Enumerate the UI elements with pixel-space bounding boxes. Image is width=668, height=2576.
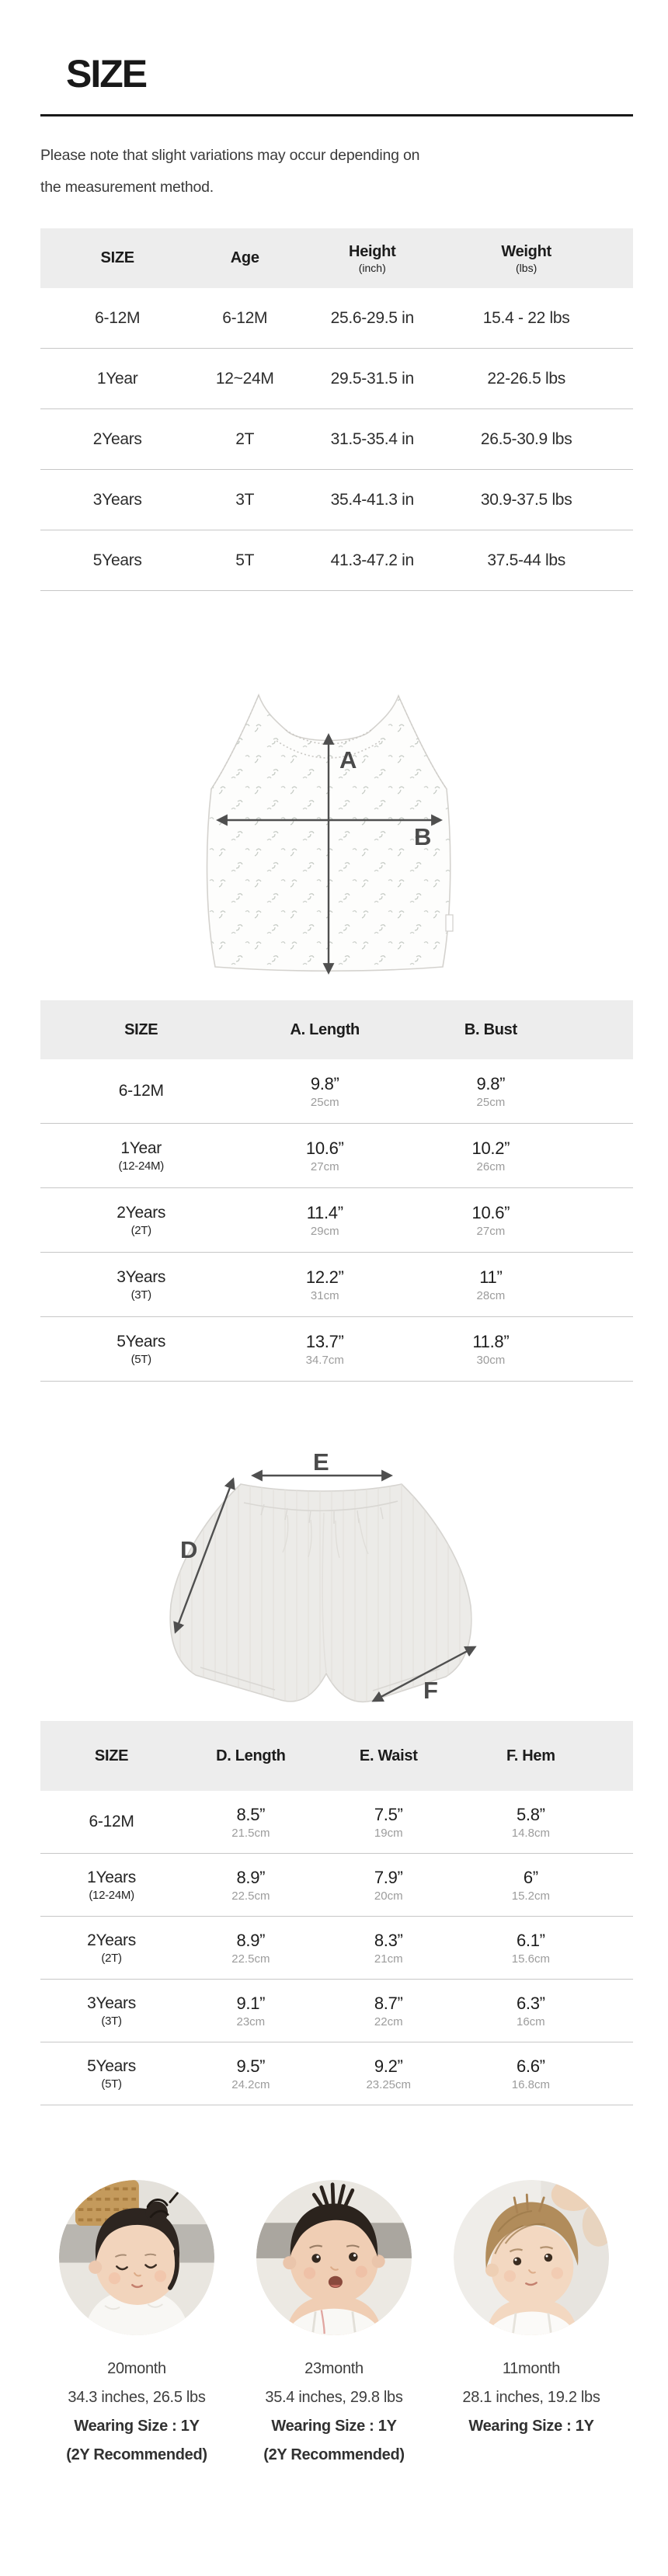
measure-label-b: B [414, 823, 432, 850]
size-sublabel: (3T) [101, 2014, 122, 2028]
baby-photo-3 [454, 2180, 609, 2335]
model-body-stats: 34.3 inches, 26.5 lbs [68, 2389, 206, 2406]
value-cm: 20cm [374, 1889, 403, 1903]
cell-hem [458, 1980, 604, 2042]
model-age: 11month [502, 2360, 561, 2377]
value-cm: 21cm [374, 1952, 403, 1966]
cell-size [40, 1124, 242, 1188]
table-header-row [40, 1000, 633, 1059]
top-measurement-table [40, 1000, 633, 1382]
spacer-cell [604, 1917, 633, 1980]
cell-age: 12~24M [194, 349, 295, 409]
shorts-measurement-table [40, 1721, 633, 2105]
size-sublabel: (12-24M) [118, 1159, 164, 1173]
value-cm: 23.25cm [366, 2077, 412, 2091]
size-sublabel: (2T) [101, 1951, 122, 1965]
baby-photo-2 [256, 2180, 412, 2335]
spacer-cell [604, 349, 633, 409]
size-label: 3Years [117, 1267, 166, 1286]
table-header-row [40, 228, 633, 288]
value-cm: 19cm [374, 1826, 403, 1840]
spacer-cell [574, 1188, 633, 1253]
value-cm: 25cm [476, 1095, 506, 1109]
value-cm: 21.5cm [231, 1826, 270, 1840]
value-cm: 16.8cm [511, 2077, 550, 2091]
cell-bust [408, 1317, 574, 1382]
size-label: 5Years [117, 1332, 166, 1351]
model-photo [256, 2180, 412, 2335]
value-cm: 27cm [310, 1159, 339, 1173]
model-caption [433, 2355, 630, 2441]
fit-models-section [0, 2180, 668, 2470]
cell-size: 2Years [40, 409, 194, 470]
header-cell-size [40, 228, 194, 288]
spacer-cell [604, 1721, 633, 1791]
cell-waist [319, 1791, 458, 1854]
cell-height: 31.5-35.4 in [295, 409, 449, 470]
cell-length [242, 1317, 408, 1382]
cell-size [40, 1980, 183, 2042]
value-cm: 15.2cm [511, 1889, 550, 1903]
cell-height: 29.5-31.5 in [295, 349, 449, 409]
value-inch: 6.1” [516, 1930, 545, 1950]
column-label: E. Waist [359, 1747, 418, 1764]
header-cell-hem [458, 1721, 604, 1791]
value-inch: 6” [523, 1867, 538, 1887]
age-size-table [40, 228, 633, 591]
value-cm: 22.5cm [231, 1889, 270, 1903]
column-sublabel: (inch) [358, 261, 386, 274]
size-label: 1Years [87, 1868, 136, 1886]
spacer-cell [574, 1253, 633, 1317]
column-label: Weight [501, 242, 551, 260]
size-label: 6-12M [89, 1813, 134, 1830]
model-wearing-size: Wearing Size : 1Y [74, 2418, 200, 2435]
model-wearing-size: Wearing Size : 1Y [271, 2418, 397, 2435]
cell-hem [458, 1917, 604, 1980]
value-cm: 29cm [310, 1224, 339, 1238]
spacer-cell [574, 1000, 633, 1059]
table-row [40, 1253, 633, 1317]
table-row [40, 530, 633, 591]
value-inch: 9.2” [374, 2056, 403, 2076]
shorts-shape [0, 1439, 668, 1719]
value-cm: 16cm [517, 2015, 545, 2028]
table-row [40, 1317, 633, 1382]
table-row [40, 1917, 633, 1980]
size-label: 3Years [87, 1994, 136, 2012]
title-divider [40, 114, 633, 116]
size-sublabel: (5T) [130, 1352, 151, 1366]
size-label: 1Year [120, 1139, 162, 1157]
table-row [40, 349, 633, 409]
side-tag [446, 915, 453, 931]
cell-length [183, 2042, 318, 2105]
cell-age: 3T [194, 470, 295, 530]
value-cm: 30cm [476, 1353, 506, 1367]
table-row [40, 470, 633, 530]
cell-hem [458, 1791, 604, 1854]
cell-waist [319, 1917, 458, 1980]
cell-hem [458, 1854, 604, 1917]
cell-size [40, 1317, 242, 1382]
header-cell-length [242, 1000, 408, 1059]
size-label: 2Years [117, 1203, 166, 1222]
header-cell-bust [408, 1000, 574, 1059]
table-row [40, 1791, 633, 1854]
value-inch: 8.9” [236, 1930, 266, 1950]
model-wearing-size: Wearing Size : 1Y [468, 2418, 594, 2435]
table-row [40, 1124, 633, 1188]
value-inch: 6.6” [516, 2056, 545, 2076]
spacer-cell [604, 1854, 633, 1917]
spacer-cell [574, 1124, 633, 1188]
cell-length [183, 1854, 318, 1917]
column-label: A. Length [290, 1020, 360, 1038]
cell-size: 6-12M [40, 288, 194, 349]
cell-size [40, 1253, 242, 1317]
value-inch: 10.2” [471, 1138, 510, 1158]
cell-weight: 22-26.5 lbs [449, 349, 603, 409]
fit-model-1 [38, 2180, 235, 2470]
model-caption [38, 2355, 235, 2470]
tank-top-diagram [0, 657, 668, 983]
model-recommend: (2Y Recommended) [66, 2446, 207, 2463]
value-inch: 9.8” [476, 1073, 506, 1093]
value-inch: 10.6” [471, 1202, 510, 1222]
table-row [40, 2042, 633, 2105]
column-label: SIZE [100, 249, 134, 266]
value-inch: 8.7” [374, 1993, 403, 2013]
size-sublabel: (2T) [130, 1223, 151, 1237]
table-row [40, 1854, 633, 1917]
cell-size [40, 2042, 183, 2105]
measure-label-a: A [339, 746, 357, 773]
model-age: 20month [107, 2360, 166, 2377]
size-sublabel: (3T) [130, 1288, 151, 1302]
header-cell-size [40, 1721, 183, 1791]
spacer-cell [604, 1980, 633, 2042]
measure-label-d: D [180, 1536, 198, 1563]
baby-photo-1 [59, 2180, 214, 2335]
column-label: Age [230, 249, 259, 266]
size-label: 2Years [87, 1931, 136, 1949]
measurement-note [40, 140, 633, 203]
column-label: Height [349, 242, 396, 260]
value-cm: 27cm [476, 1224, 506, 1238]
value-inch: 6.3” [516, 1993, 545, 2013]
table-row [40, 1188, 633, 1253]
cell-size: 3Years [40, 470, 194, 530]
measure-label-e: E [313, 1448, 329, 1476]
header-cell-length [183, 1721, 318, 1791]
cell-waist [319, 1980, 458, 2042]
spacer-cell [604, 2042, 633, 2105]
value-inch: 11” [479, 1267, 503, 1287]
column-label: SIZE [94, 1747, 129, 1764]
cell-weight: 37.5-44 lbs [449, 530, 603, 591]
model-photo [454, 2180, 609, 2335]
header-cell-waist [319, 1721, 458, 1791]
cell-weight: 30.9-37.5 lbs [449, 470, 603, 530]
spacer-cell [574, 1059, 633, 1124]
spacer-cell [604, 530, 633, 591]
value-inch: 10.6” [305, 1138, 344, 1158]
value-inch: 7.9” [374, 1867, 403, 1887]
column-label: D. Length [216, 1747, 286, 1764]
table-row [40, 288, 633, 349]
cell-size [40, 1059, 242, 1124]
cell-length [242, 1253, 408, 1317]
cell-waist [319, 1854, 458, 1917]
model-body-stats: 28.1 inches, 19.2 lbs [462, 2389, 600, 2406]
value-inch: 9.8” [310, 1073, 339, 1093]
column-label: B. Bust [464, 1020, 517, 1038]
cell-size [40, 1917, 183, 1980]
cell-size: 1Year [40, 349, 194, 409]
cell-weight: 26.5-30.9 lbs [449, 409, 603, 470]
cell-age: 2T [194, 409, 295, 470]
column-label: SIZE [124, 1020, 158, 1038]
value-inch: 11.8” [472, 1331, 510, 1351]
model-recommend: (2Y Recommended) [263, 2446, 405, 2463]
value-cm: 34.7cm [305, 1353, 344, 1367]
cell-size: 5Years [40, 530, 194, 591]
measure-label-f: F [423, 1677, 438, 1704]
cell-height: 35.4-41.3 in [295, 470, 449, 530]
size-label: 6-12M [118, 1082, 164, 1100]
cell-length [183, 1917, 318, 1980]
cell-age: 5T [194, 530, 295, 591]
value-cm: 22.5cm [231, 1952, 270, 1966]
cell-bust [408, 1124, 574, 1188]
cell-bust [408, 1059, 574, 1124]
fit-model-3 [433, 2180, 630, 2470]
value-inch: 8.9” [236, 1867, 266, 1887]
cell-length [242, 1059, 408, 1124]
value-inch: 12.2” [305, 1267, 344, 1287]
model-body-stats: 35.4 inches, 29.8 lbs [265, 2389, 403, 2406]
cell-bust [408, 1253, 574, 1317]
header-cell-height [295, 228, 449, 288]
value-inch: 8.5” [236, 1804, 266, 1824]
fit-model-2 [235, 2180, 433, 2470]
table-row [40, 1980, 633, 2042]
spacer-cell [604, 228, 633, 288]
value-cm: 23cm [236, 2015, 266, 2028]
cell-height: 25.6-29.5 in [295, 288, 449, 349]
column-sublabel: (lbs) [516, 261, 538, 274]
cell-size [40, 1854, 183, 1917]
value-inch: 9.1” [236, 1993, 266, 2013]
value-inch: 7.5” [374, 1804, 403, 1824]
page-title: SIZE [66, 52, 147, 96]
note-line: Please note that slight variations may occur depending on [40, 147, 420, 164]
spacer-cell [574, 1317, 633, 1382]
table-row [40, 1059, 633, 1124]
model-age: 23month [304, 2360, 364, 2377]
shorts-diagram [0, 1439, 668, 1719]
cell-size [40, 1791, 183, 1854]
size-sublabel: (12-24M) [89, 1888, 134, 1902]
size-sublabel: (5T) [101, 2077, 122, 2091]
cell-length [242, 1124, 408, 1188]
header-cell-size [40, 1000, 242, 1059]
value-inch: 13.7” [305, 1331, 344, 1351]
value-cm: 14.8cm [511, 1826, 550, 1840]
cell-bust [408, 1188, 574, 1253]
note-line: the measurement method. [40, 179, 214, 196]
spacer-cell [604, 409, 633, 470]
cell-height: 41.3-47.2 in [295, 530, 449, 591]
value-cm: 25cm [310, 1095, 339, 1109]
header-cell-weight [449, 228, 603, 288]
value-cm: 22cm [374, 2015, 403, 2028]
value-cm: 31cm [310, 1288, 339, 1302]
size-label: 5Years [87, 2056, 136, 2075]
value-inch: 5.8” [516, 1804, 545, 1824]
value-cm: 15.6cm [511, 1952, 550, 1966]
value-cm: 28cm [476, 1288, 506, 1302]
cell-weight: 15.4 - 22 lbs [449, 288, 603, 349]
model-photo [59, 2180, 214, 2335]
cell-size [40, 1188, 242, 1253]
value-inch: 9.5” [236, 2056, 266, 2076]
value-cm: 24.2cm [231, 2077, 270, 2091]
value-inch: 8.3” [374, 1930, 403, 1950]
cell-length [242, 1188, 408, 1253]
header-cell-age [194, 228, 295, 288]
value-inch: 11.4” [306, 1202, 343, 1222]
cell-hem [458, 2042, 604, 2105]
model-caption [235, 2355, 433, 2470]
column-label: F. Hem [506, 1747, 555, 1764]
cell-length [183, 1980, 318, 2042]
cell-waist [319, 2042, 458, 2105]
value-cm: 26cm [476, 1159, 506, 1173]
table-row [40, 409, 633, 470]
cell-length [183, 1791, 318, 1854]
spacer-cell [604, 1791, 633, 1854]
spacer-cell [604, 470, 633, 530]
cell-age: 6-12M [194, 288, 295, 349]
spacer-cell [604, 288, 633, 349]
table-header-row [40, 1721, 633, 1791]
